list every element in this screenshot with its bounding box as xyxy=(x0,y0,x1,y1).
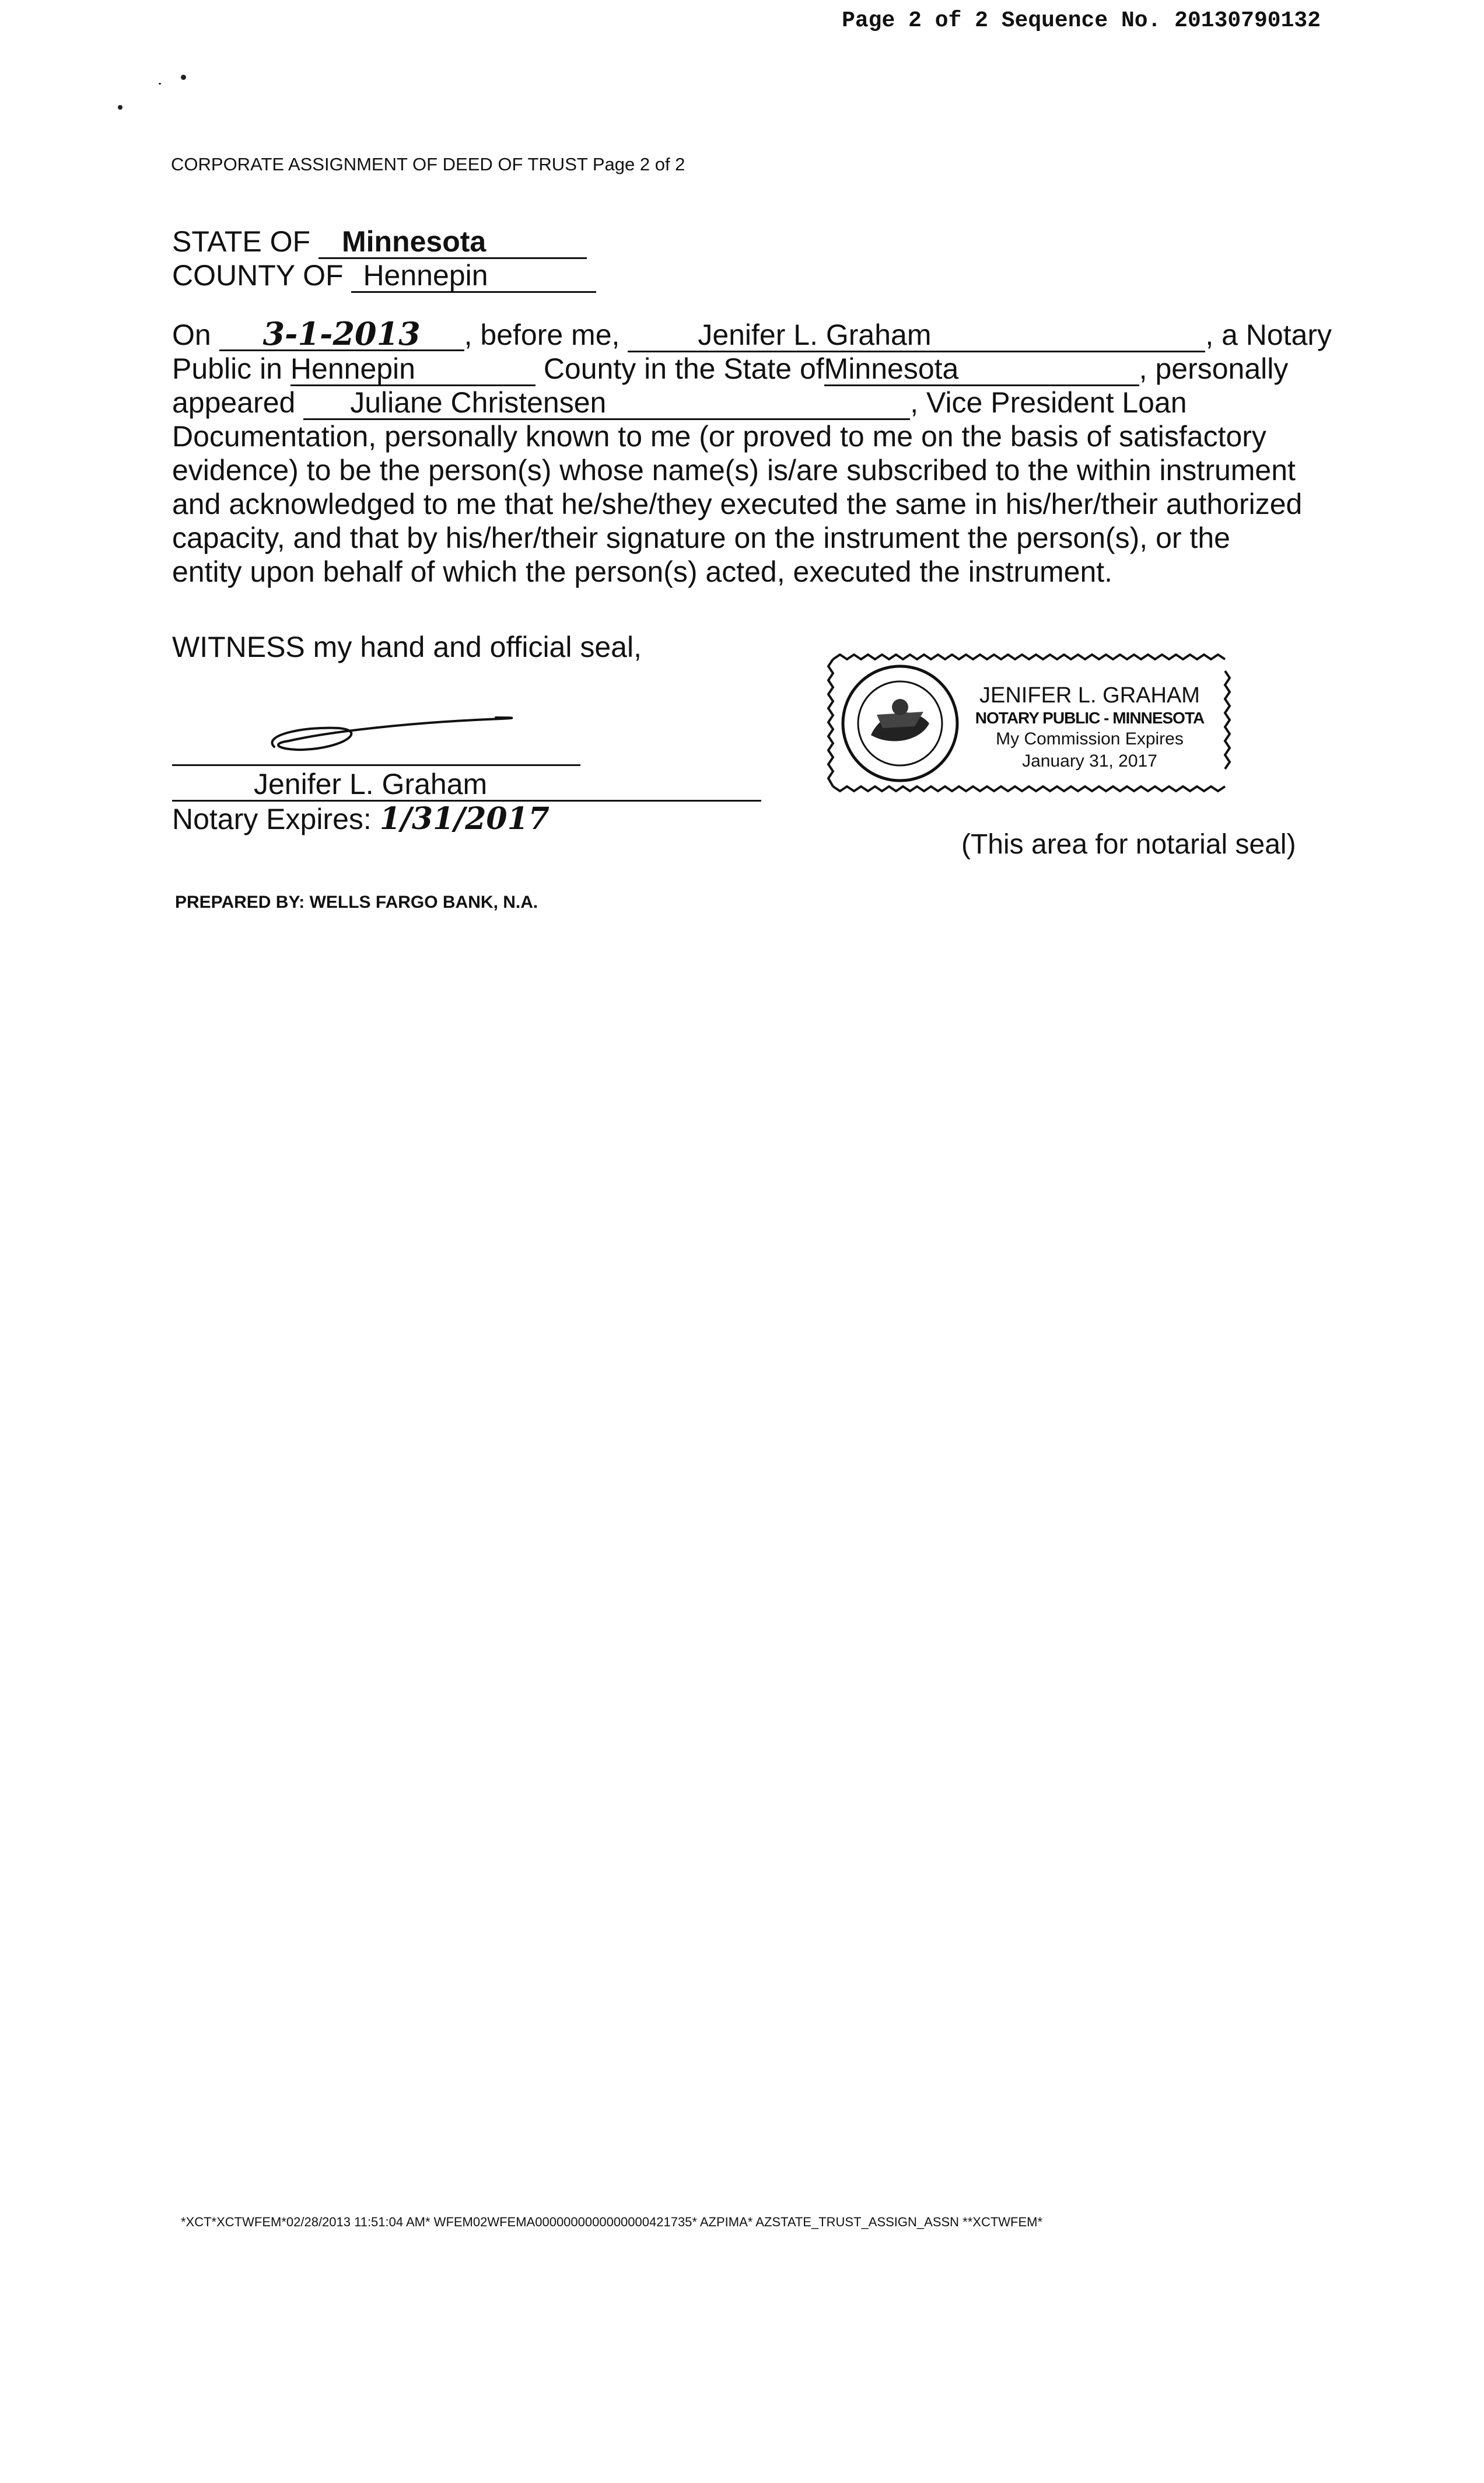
seal-commission-label: My Commission Expires xyxy=(996,729,1184,749)
ack-line-3 xyxy=(172,386,1327,419)
a-notary-text: , a Notary xyxy=(1205,319,1332,351)
ack-line-4: Documentation, personally known to me (or proved to me on the basis of satisfactory xyxy=(172,420,1266,453)
before-me-text: , before me, xyxy=(464,319,620,351)
county-line xyxy=(172,258,596,293)
ack-line-5: evidence) to be the person(s) whose name(s) is/are subscribed to the within instrument xyxy=(172,454,1296,487)
state-value: Minnesota xyxy=(318,226,587,259)
ack-date: 3-1-2013 xyxy=(219,318,464,351)
scan-speck xyxy=(118,105,123,110)
signature-line xyxy=(172,764,580,766)
acknowledgment-paragraph xyxy=(172,315,1332,589)
signer-name: Jenifer L. Graham xyxy=(172,768,761,802)
page-sequence-header: Page 2 of 2 Sequence No. 20130790132 xyxy=(842,8,1321,33)
notary-expires-line xyxy=(172,802,550,836)
document-footer-code: *XCT*XCTWFEM*02/28/2013 11:51:04 AM* WFEM02WFEMA0000000000000000421735* AZPIMA* AZSTATE_TRUST_ASSIGN_ASSN **XCTWFEM* xyxy=(181,2215,1043,2229)
seal-notary-title: NOTARY PUBLIC - MINNESOTA xyxy=(975,709,1205,727)
county-label: COUNTY OF xyxy=(172,259,344,292)
public-in-text: Public in xyxy=(172,352,282,385)
ack-line-2 xyxy=(172,352,1327,386)
state-label: STATE OF xyxy=(172,225,311,258)
county-in-state-text: County in the State of xyxy=(543,352,824,385)
ack-line-1 xyxy=(172,315,1332,352)
scan-speck xyxy=(159,83,161,85)
seal-notary-name: JENIFER L. GRAHAM xyxy=(979,683,1200,708)
vp-title-text: , Vice President Loan xyxy=(910,386,1187,419)
appeared-text: appeared xyxy=(172,386,296,419)
state-line xyxy=(172,225,587,259)
ack-line-6: and acknowledged to me that he/she/they executed the same in his/her/their authorized xyxy=(172,488,1303,520)
appeared-name-field: Juliane Christensen xyxy=(303,387,910,420)
ack-county-field: Hennepin xyxy=(290,353,536,386)
notarial-seal-caption: (This area for notarial seal) xyxy=(961,829,1296,860)
personally-text: , personally xyxy=(1139,352,1289,385)
ack-line-8: entity upon behalf of which the person(s) acted, executed the instrument. xyxy=(172,555,1113,588)
ack-line-7: capacity, and that by his/her/their signature on the instrument the person(s), or the xyxy=(172,522,1230,554)
seal-text-block xyxy=(964,683,1215,772)
seal-expiration-date: January 31, 2017 xyxy=(1022,751,1157,771)
witness-text: WITNESS my hand and official seal, xyxy=(172,631,642,663)
scan-speck xyxy=(181,75,186,80)
prepared-by: PREPARED BY: WELLS FARGO BANK, N.A. xyxy=(175,893,538,912)
ack-state-field: Minnesota xyxy=(824,353,1139,386)
expires-value: 1/31/2017 xyxy=(379,801,550,837)
expires-label: Notary Expires: xyxy=(172,803,372,835)
notary-name-field: Jenifer L. Graham xyxy=(628,319,1205,352)
signer-name-line xyxy=(172,767,761,802)
on-label: On xyxy=(172,319,211,351)
county-value: Hennepin xyxy=(351,260,596,293)
document-title: CORPORATE ASSIGNMENT OF DEED OF TRUST Page 2 of 2 xyxy=(171,154,685,174)
notary-seal xyxy=(827,653,1236,793)
notary-signature xyxy=(257,700,537,764)
